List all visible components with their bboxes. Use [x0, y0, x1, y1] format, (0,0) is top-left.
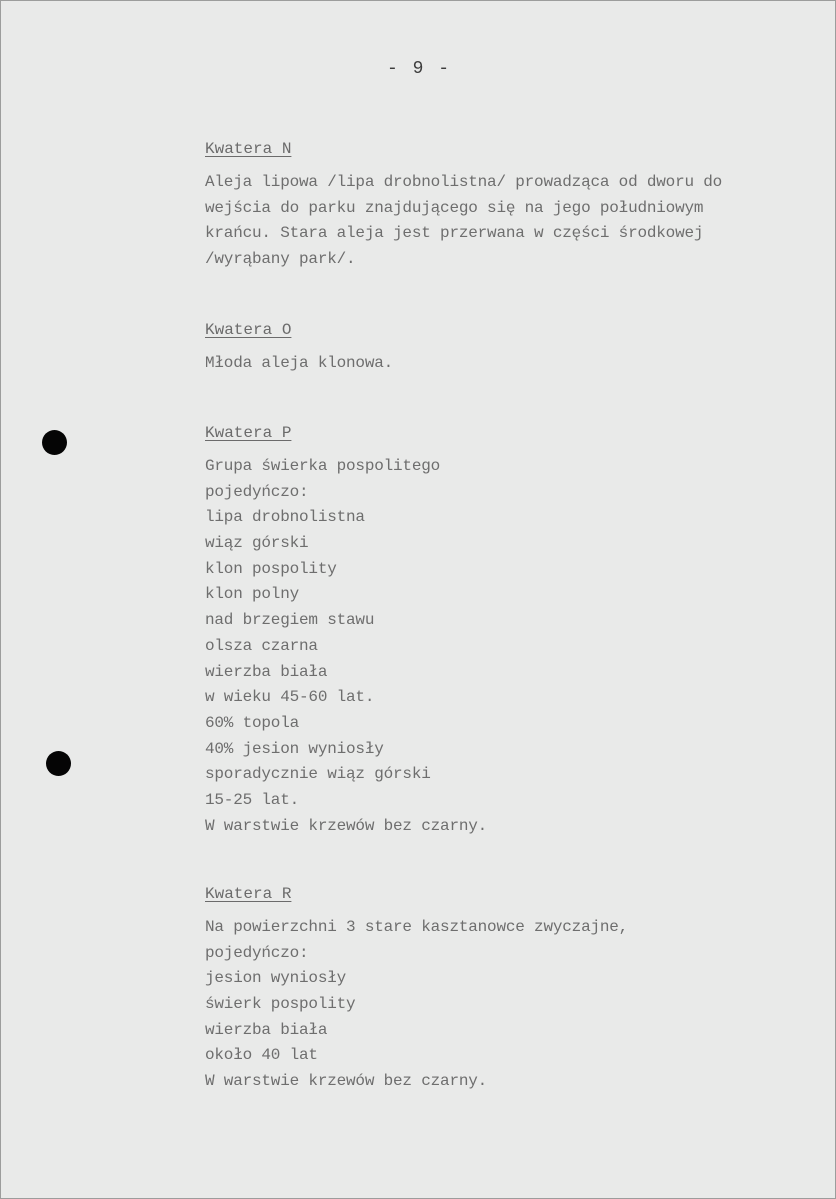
punch-hole	[42, 430, 67, 455]
text-line: 60% topola	[205, 713, 300, 732]
text-line: wiąz górski	[205, 534, 309, 553]
text-line: 15-25 lat.	[205, 790, 300, 809]
text-line: Na powierzchni 3 stare kasztanowce zwyczajne,	[205, 918, 629, 936]
section-kwatera-r	[205, 881, 805, 1095]
page-number: - 9 -	[386, 59, 451, 79]
text-line: /wyrąbany park/.	[205, 250, 356, 269]
section-kwatera-n	[205, 136, 805, 273]
text-line: pojedyńczo:	[205, 943, 309, 962]
text-line: krańcu. Stara aleja jest przerwana w części środkowej	[205, 224, 704, 243]
text-line: wierzba biała	[205, 1020, 328, 1039]
text-line: W warstwie krzewów bez czarny.	[205, 1072, 488, 1091]
text-line: nad brzegiem stawu	[205, 611, 375, 630]
text-line: Młoda aleja klonowa.	[205, 354, 394, 372]
text-line: W warstwie krzewów bez czarny.	[205, 816, 488, 835]
text-line: około 40 lat	[205, 1046, 318, 1065]
section-heading: Kwatera R	[205, 885, 292, 903]
text-line: klon polny	[205, 585, 300, 604]
text-line: świerk pospolity	[205, 995, 356, 1014]
text-line: lipa drobnolistna	[205, 508, 365, 527]
section-heading: Kwatera N	[205, 140, 292, 158]
text-line: pojedyńczo:	[205, 482, 309, 501]
section-kwatera-o	[205, 317, 805, 377]
text-line: wejścia do parku znajdującego się na jego południowym	[205, 198, 704, 217]
section-heading: Kwatera P	[205, 424, 292, 442]
text-line: wierzba biała	[205, 662, 328, 681]
text-line: olsza czarna	[205, 636, 318, 655]
text-line: Grupa świerka pospolitego	[205, 457, 441, 475]
text-line: w wieku 45-60 lat.	[205, 688, 375, 707]
punch-hole	[46, 751, 71, 776]
text-line: 40% jesion wyniosły	[205, 739, 384, 758]
text-line: klon pospolity	[205, 559, 337, 578]
text-line: Aleja lipowa /lipa drobnolistna/ prowadząca od dworu do	[205, 173, 723, 191]
section-kwatera-p	[205, 420, 805, 839]
section-heading: Kwatera O	[205, 321, 292, 339]
text-line: jesion wyniosły	[205, 969, 347, 988]
text-line: sporadycznie wiąz górski	[205, 765, 431, 784]
